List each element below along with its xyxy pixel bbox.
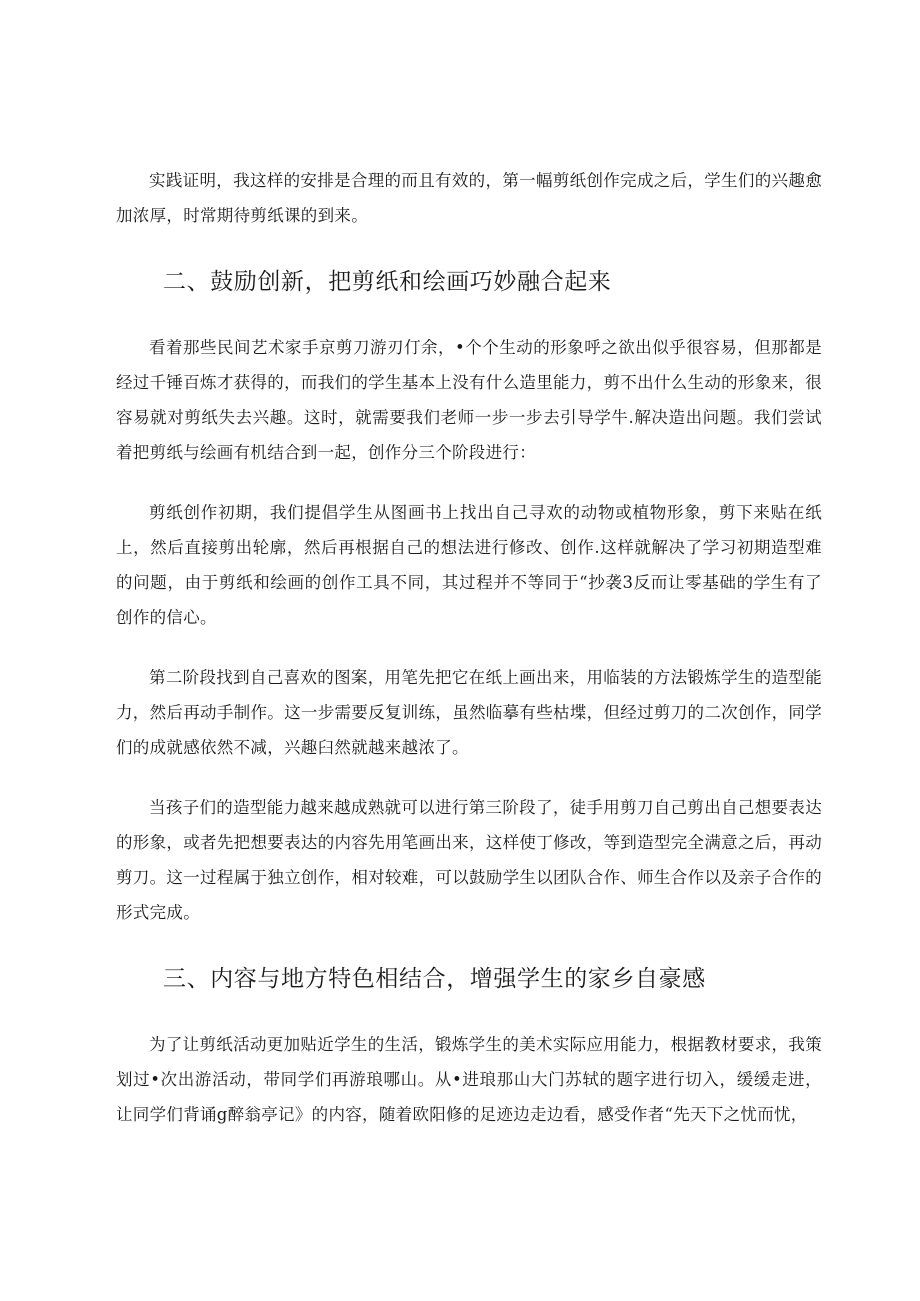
paragraph-stage-two: 第二阶段找到自己喜欢的图案，用笔先把它在纸上画出来，用临装的方法锻炼学生的造型能力，然后再动手制作。这一步需要反复训练，虽然临摹有些枯堞，但经过剪刀的二次创作，同学们的成就感依然不减，兴趣臼然就越来越浓了。 bbox=[116, 668, 822, 757]
paragraph-stage-three: 当孩子们的造型能力越来越成熟就可以进行第三阶段了，徒手用剪刀自己剪出自己想要表达的形象，或者先把想要表达的内容先用笔画出来，这样使丁修改，等到造型完全满意之后，再动剪刀。这一过程属于独立创作，相对较难，可以鼓励学生以团队合作、师生合作以及亲子合作的形式完成。 bbox=[116, 798, 822, 922]
section-heading-3: 三、内容与地方特色相结合，增强学生的家乡自豪感 bbox=[163, 966, 706, 992]
section-heading-2: 二、鼓励创新，把剪纸和绘画巧妙融合起来 bbox=[163, 269, 612, 295]
paragraph-outing-activity: 为了让剪纸活动更加贴近学生的生活，锻炼学生的美术实际应用能力，根据教材要求，我策划过•次出游活动，带同学们再游琅哪山。从•进琅那山大门苏轼的题字进行切入，缓缓走进，让同学们背诵g醉翁亭记》的内容，随着欧阳修的足迹边走边看，感受作者“先天下之忧而忧， bbox=[116, 1035, 822, 1124]
paragraph-stage-one: 剪纸创作初期，我们提倡学生从图画书上找出自己寻欢的动物或植物形象，剪下来贴在纸上，然后直接剪出轮廓，然后再根据自己的想法进行修改、创作.这样就解决了学习初期造型难的问题，由于剪纸和绘画的创作工具不同，其过程并不等同于“抄袭3反而让零基础的学生有了创作的信心。 bbox=[116, 503, 822, 627]
paragraph-practice-result: 实践证明，我这样的安排是合理的而且有效的，第一幅剪纸创作完成之后，学生们的兴趣愈加浓厚，时常期待剪纸课的到来。 bbox=[116, 171, 822, 225]
paragraph-folk-artists: 看着那些民间艺术家手京剪刀游刃仃余，•个个生动的形象呼之欲出似乎很容易，但那都是经过千锤百炼才获得的，而我们的学生基本上没有什么造里能力，剪不出什么生动的形象来，很容易就对剪纸失去兴趣。这时，就需要我们老师一步一步去引导学牛.解决造出问题。我们尝试着把剪纸与绘画有机结合到一起，创作分三个阶段进行： bbox=[116, 338, 822, 462]
